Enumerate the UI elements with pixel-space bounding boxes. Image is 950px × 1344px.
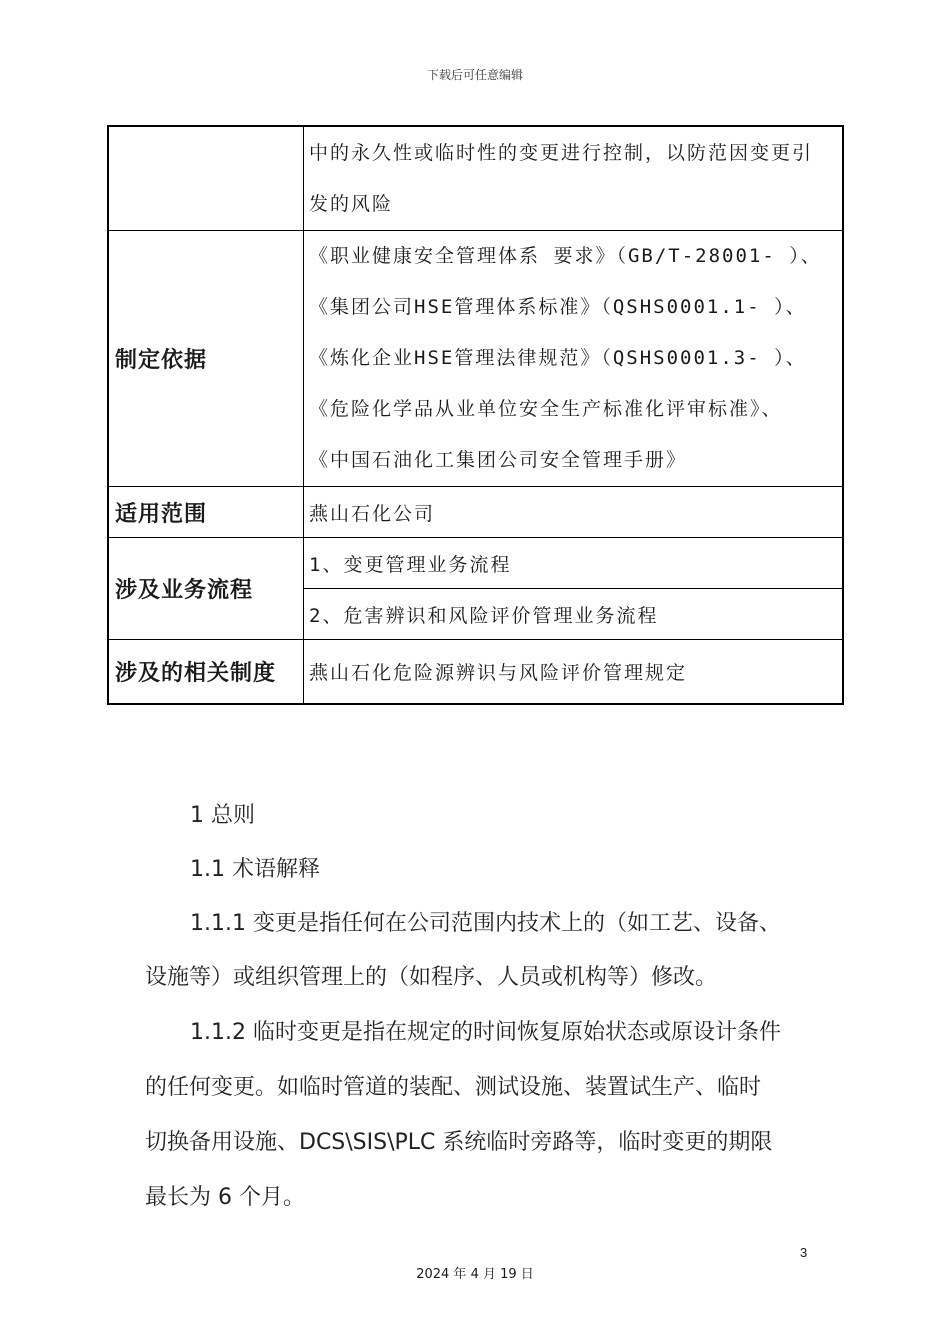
related-label: 涉及的相关制度 (108, 640, 304, 705)
scope-value: 燕山石化公司 (304, 487, 844, 538)
para-1-1-1-line-1: 1.1.1 变更是指任何在公司范围内技术上的（如工艺、设备、 (190, 911, 781, 936)
process-item-2: 2、危害辨识和风险评价管理业务流程 (304, 589, 844, 640)
section-heading-1-1: 1.1 术语解释 (190, 857, 320, 882)
basis-line-4: 《危险化学品从业单位安全生产标准化评审标准》、 (309, 398, 783, 420)
basis-line-5: 《中国石油化工集团公司安全管理手册》 (309, 449, 688, 471)
para-1-1-2-line-4: 最长为 6 个月。 (145, 1185, 305, 1210)
purpose-label (108, 126, 304, 231)
process-item-1: 1、变更管理业务流程 (304, 538, 844, 589)
info-table (107, 125, 844, 705)
para-1-1-2-line-2: 的任何变更。如临时管道的装配、测试设施、装置试生产、临时 (145, 1075, 762, 1100)
basis-content (304, 231, 844, 487)
header-note: 下载后可任意编辑 (426, 68, 523, 82)
basis-line-1: 《职业健康安全管理体系 要求》（GB/T-28001- ）、 (309, 245, 822, 267)
table-row-basis (108, 231, 843, 487)
basis-line-3: 《炼化企业HSE管理法律规范》（QSHS0001.3- ）、 (309, 347, 807, 369)
purpose-line-2: 发的风险 (309, 192, 394, 215)
purpose-content (304, 126, 844, 231)
table-row-scope (108, 487, 843, 538)
process-label: 涉及业务流程 (108, 538, 304, 640)
page-number: 3 (800, 1245, 808, 1260)
table-row-purpose (108, 126, 843, 231)
scope-label: 适用范围 (108, 487, 304, 538)
purpose-line-1: 中的永久性或临时性的变更进行控制，以防范因变更引 (309, 141, 814, 164)
related-value: 燕山石化危险源辨识与风险评价管理规定 (304, 640, 844, 705)
footer-date: 2024 年 4 月 19 日 (416, 1267, 534, 1282)
table-row-related (108, 640, 843, 705)
basis-line-2: 《集团公司HSE管理体系标准》（QSHS0001.1- ）、 (309, 296, 807, 318)
basis-label: 制定依据 (108, 231, 304, 487)
para-1-1-1-line-2: 设施等）或组织管理上的（如程序、人员或机构等）修改。 (145, 965, 718, 990)
table-row-process-1 (108, 538, 843, 589)
para-1-1-2-line-1: 1.1.2 临时变更是指在规定的时间恢复原始状态或原设计条件 (190, 1020, 781, 1045)
section-heading-1: 1 总则 (190, 803, 255, 828)
para-1-1-2-line-3: 切换备用设施、DCS\SIS\PLC 系统临时旁路等，临时变更的期限 (145, 1130, 773, 1155)
